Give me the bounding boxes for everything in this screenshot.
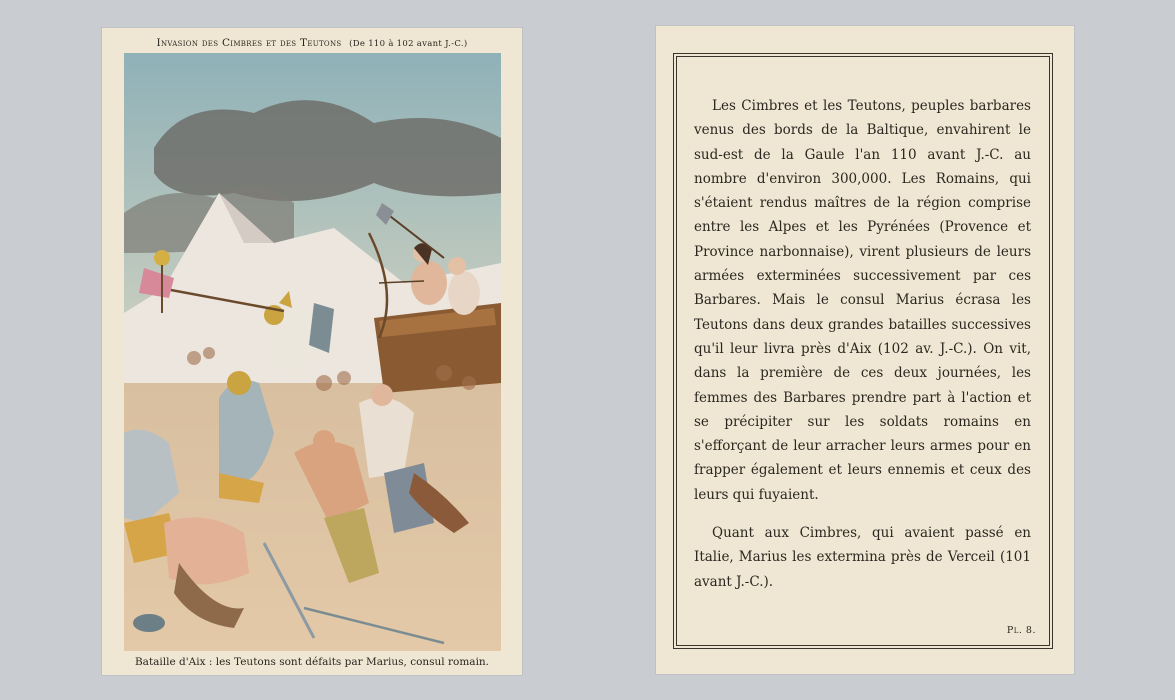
plate-label: Pl. 8.	[1006, 625, 1036, 636]
front-card	[102, 28, 522, 675]
back-paragraph-1: Les Cimbres et les Teutons, peuples barbares venus des bords de la Baltique, envahirent le sud-est de la Gaule l'an 110 avant J.-C. au nombre d'environ 300,000. Les Romains, qui s'étaient rendus maîtres de la région comprise entre les Alpes et les Pyrénées (Provence et Province narbonnaise), virent plusieurs de leurs armées exterminées successivement par ces Barbares. Mais le consul Marius écrasa les Teutons dans deux grandes batailles successives qu'il leur livra près d'Aix (102 av. J.-C.). On vit, dans la première de ces deux journées, les femmes des Barbares prendre part à l'action et se précipiter sur les soldats romains en s'efforçant de leur arracher leurs armes pour en frapper également et leurs ennemis et ceux des leurs qui fuyaient.	[694, 98, 1031, 503]
battle-illustration	[124, 53, 501, 651]
standard-eagle	[154, 250, 170, 266]
front-title	[102, 37, 522, 49]
front-title-dates: (De 110 à 102 avant J.-C.)	[349, 39, 468, 49]
battle-illustration-svg	[124, 53, 501, 651]
fallen-helmet	[133, 614, 165, 632]
back-card	[656, 26, 1074, 674]
front-title-text: Invasion des Cimbres et des Teutons	[156, 37, 342, 49]
back-paragraph-2: Quant aux Cimbres, qui avaient passé en Italie, Marius les extermina près de Verceil (101 avant J.-C.).	[694, 525, 1031, 590]
back-text	[694, 94, 1031, 594]
front-caption: Bataille d'Aix : les Teutons sont défaits par Marius, consul romain.	[134, 656, 490, 668]
